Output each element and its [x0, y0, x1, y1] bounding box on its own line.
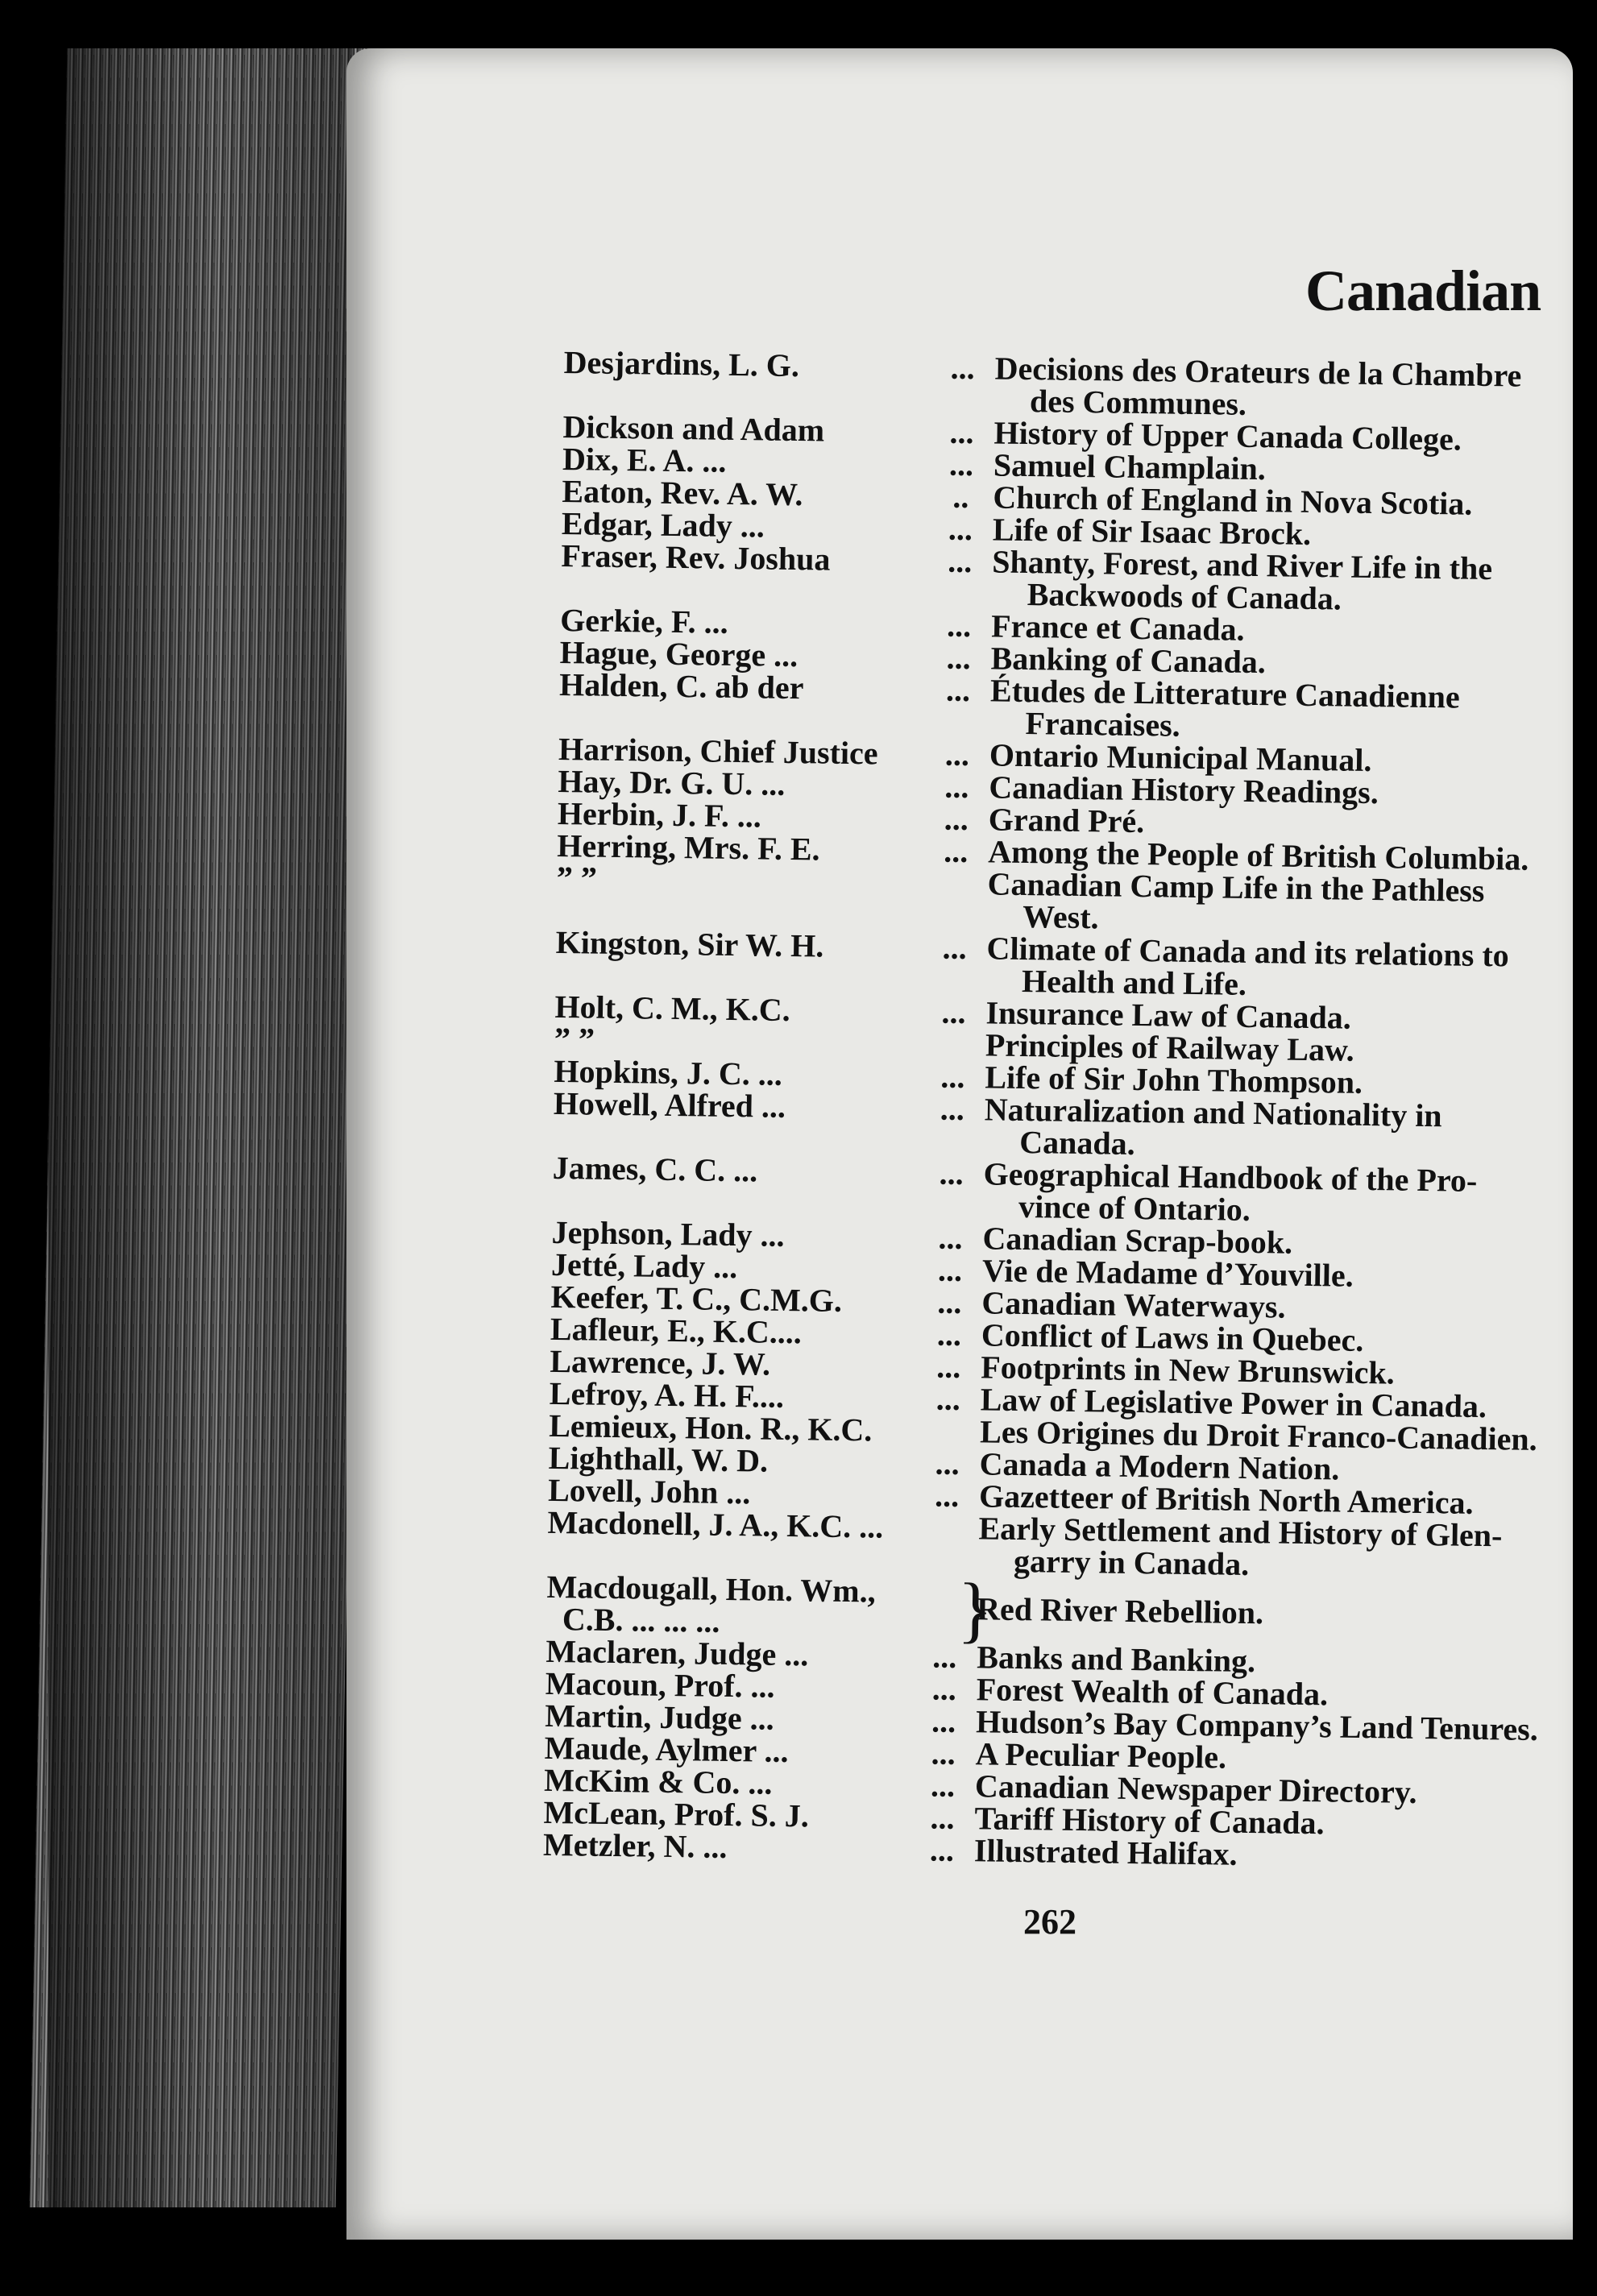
entry-leader-dots: ... [950, 349, 975, 387]
entry-title-line: Canadian Newspaper Directory. [974, 1768, 1417, 1810]
entry-title-line: Early Settlement and History of Glen- [978, 1510, 1503, 1554]
entry-title-line: Grand Pré. [988, 801, 1145, 840]
entry-author: Dix, E. A. ... [562, 440, 727, 479]
entry-author: Lovell, John ... [547, 1471, 751, 1511]
entry-author: Hague, George ... [559, 633, 798, 674]
entry-title [994, 352, 1563, 425]
entry-author: Dickson and Adam [562, 408, 825, 449]
entry-title [974, 1834, 1542, 1875]
entry-author: Howell, Alfred ... [553, 1084, 786, 1125]
entry-leader-dots: ... [936, 1348, 961, 1385]
entry-title-line: Forest Wealth of Canada. [976, 1671, 1329, 1713]
entry-leader-dots: ... [948, 510, 973, 548]
entry-title [983, 1155, 1552, 1230]
entry-leader-dots: ... [937, 1251, 963, 1289]
entry-author: Harrison, Chief Justice [558, 730, 878, 772]
entry-leader-dots: ... [931, 1670, 957, 1707]
book-edge-shadow [48, 48, 355, 2207]
entry-title-line: Life of Sir Isaac Brock. [992, 511, 1312, 552]
entry-author: McKim & Co. ... [543, 1761, 773, 1801]
entry-title-line: Climate of Canada and its relations to [986, 930, 1510, 974]
entry-author: ” ” [554, 1020, 595, 1058]
entry-author: Fraser, Rev. Joshua [561, 537, 831, 578]
entry-author: Desjardins, L. G. [563, 344, 800, 384]
entry-leader-dots: ... [941, 993, 966, 1031]
entry-leader-dots: ... [944, 768, 969, 806]
entry-title-line: Principles of Railway Law. [985, 1026, 1354, 1068]
entry-leader-dots: ... [946, 639, 971, 677]
entry-title-line: Gazetteer of British North America. [978, 1477, 1474, 1521]
curly-brace: } [956, 1567, 994, 1651]
entry-leader-dots: ... [940, 1090, 965, 1128]
entry-author: Lefroy, A. H. F.... [549, 1374, 785, 1415]
entry-leader-dots: ... [945, 671, 971, 709]
entry-title-line: Illustrated Halifax. [973, 1832, 1238, 1872]
entry-title-line: Footprints in New Brunswick. [981, 1349, 1396, 1391]
entry-author: Halden, C. ab der [558, 665, 804, 707]
entry-title-line: Insurance Law of Canada. [985, 994, 1352, 1036]
entry-leader-dots: ... [938, 1219, 963, 1257]
entry-author: Lafleur, E., K.C.... [550, 1310, 803, 1351]
entry-title-line: Banking of Canada. [990, 640, 1267, 681]
entry-leader-dots: ... [935, 1444, 960, 1482]
entry-title-continuation: des Communes. [1029, 383, 1247, 422]
entry-title-line: Decisions des Orateurs de la Chambre [994, 350, 1522, 394]
entry-title-line: History of Upper Canada College. [993, 414, 1462, 458]
bibliography-list [543, 346, 1563, 1875]
entry-title [991, 545, 1560, 618]
entry-leader-dots: ... [940, 1058, 965, 1096]
entry-leader-dots: ... [948, 446, 974, 483]
entry-leader-dots: ... [929, 1831, 955, 1868]
entry-title-continuation: Backwoods of Canada. [1027, 576, 1342, 617]
entry-author: Macdonell, J. A., K.C. ... [547, 1503, 884, 1545]
entry-leader-dots: .. [952, 478, 969, 516]
entry-author: ” ” [556, 859, 598, 897]
entry-title-line: Ontario Municipal Manual. [989, 736, 1372, 779]
entry-title-line: Law of Legislative Power in Canada. [980, 1381, 1487, 1425]
entry-author-line: C.B. ... ... ... [562, 1601, 720, 1639]
entry-author: Eaton, Rev. A. W. [562, 472, 803, 513]
entry-author: Lemieux, Hon. R., K.C. [548, 1407, 873, 1448]
entry-author: Maclaren, Judge ... [545, 1632, 809, 1673]
entry-author: Herring, Mrs. F. E. [557, 827, 820, 868]
entry-leader-dots: ... [944, 736, 970, 773]
entry-title-line: Conflict of Laws in Quebec. [981, 1316, 1364, 1358]
entry-title-line: Vie de Madame d’Youville. [981, 1252, 1354, 1294]
entry-leader-dots: ... [932, 1638, 957, 1675]
entry-title-line: Hudson’s Bay Company’s Land Tenures. [975, 1703, 1539, 1748]
entry-author [546, 1568, 958, 1641]
entry-author: Keefer, T. C., C.M.G. [550, 1278, 843, 1319]
entry-title-line: Les Origines du Droit Franco-Canadien. [979, 1413, 1538, 1457]
entry-author: Herbin, J. F. ... [557, 794, 762, 835]
entry-title [986, 932, 1555, 1005]
entry-author-line: Macdougall, Hon. Wm., [546, 1568, 876, 1610]
entry-author: Edgar, Lady ... [561, 504, 765, 545]
entry-title-continuation: West. [1022, 898, 1099, 936]
entry-title-line: A Peculiar People. [975, 1735, 1227, 1776]
entry-author: Lawrence, J. W. [550, 1342, 771, 1382]
entry-leader-dots: ... [946, 607, 972, 644]
entry-author: Hay, Dr. G. U. ... [558, 762, 786, 802]
entry-title-line: Naturalization and Nationality in [984, 1091, 1442, 1134]
entry-author: Holt, C. M., K.C. [554, 988, 791, 1028]
entry-title-line: Canadian History Readings. [989, 769, 1379, 811]
entry-title [978, 1512, 1547, 1585]
entry-leader-dots: ... [948, 542, 973, 580]
entry-title-line: Tariff History of Canada. [974, 1800, 1325, 1842]
entry-title-continuation: garry in Canada. [1013, 1542, 1250, 1583]
entry-title-line: Life of Sir John Thompson. [985, 1059, 1363, 1100]
entry-leader-dots: ... [942, 929, 967, 967]
entry-author: Gerkie, F. ... [559, 601, 729, 640]
entry-leader-dots: ... [930, 1799, 955, 1836]
entry-title [987, 865, 1556, 940]
entry-leader-dots: ... [931, 1702, 956, 1739]
entry-author: Maude, Aylmer ... [544, 1729, 789, 1770]
page-number: 262 [1023, 1902, 1076, 1942]
entry-title-continuation: Canada. [1018, 1123, 1135, 1162]
entry-title-line: Canadian Waterways. [981, 1284, 1286, 1325]
entry-title-continuation: vince of Ontario. [1018, 1187, 1251, 1228]
entry-leader-dots: ... [935, 1380, 961, 1417]
entry-title-line: Shanty, Forest, and River Life in the [992, 543, 1493, 587]
entry-leader-dots: ... [949, 413, 974, 451]
entry-leader-dots: ... [944, 800, 969, 838]
entry-title-line: Banks and Banking. [977, 1639, 1256, 1680]
entry-title-line: Canada a Modern Nation. [979, 1445, 1340, 1487]
entry-title-line: Among the People of British Columbia. [987, 833, 1529, 877]
entry-title-line: Samuel Champlain. [993, 446, 1267, 487]
entry-title-continuation: Francaises. [1025, 705, 1181, 744]
entry-title [984, 1093, 1553, 1166]
entry-author: James, C. C. ... [552, 1149, 758, 1189]
entry-author: Metzler, N. ... [542, 1826, 728, 1866]
entry-author: Martin, Judge ... [544, 1697, 774, 1737]
entry-author: Lighthall, W. D. [548, 1439, 769, 1479]
entry-leader-dots: ... [934, 1477, 960, 1514]
entry-leader-dots: ... [936, 1316, 962, 1353]
entry-author: McLean, Prof. S. J. [543, 1793, 810, 1834]
entry-author: Macoun, Prof. ... [545, 1664, 775, 1705]
entry-title [989, 674, 1558, 747]
entry-author: Hopkins, J. C. ... [554, 1052, 783, 1092]
entry-title-line: Geographical Handbook of the Pro- [983, 1155, 1478, 1199]
running-header: Canadian [1305, 259, 1541, 323]
entry-title-line: Church of England in Nova Scotia. [993, 479, 1473, 522]
entry-leader-dots: ... [930, 1767, 956, 1804]
entry-leader-dots: ... [937, 1283, 962, 1321]
entry-title-line: Canadian Scrap-book. [982, 1220, 1293, 1261]
entry-author: Jephson, Lady ... [551, 1213, 785, 1254]
entry-title-line: Études de Litterature Canadienne [989, 672, 1460, 715]
entry-author: Kingston, Sir W. H. [555, 923, 824, 964]
entry-title-continuation: Health and Life. [1021, 963, 1247, 1002]
entry-leader-dots: ... [943, 832, 969, 870]
entry-author: Jetté, Lady ... [550, 1245, 738, 1286]
entry-leader-dots: ... [931, 1734, 956, 1772]
entry-leader-dots: ... [939, 1154, 964, 1192]
entry-title: Red River Rebellion. [976, 1590, 1264, 1631]
entry-title-line: Canadian Camp Life in the Pathless [987, 865, 1485, 910]
entry-title-line: France et Canada. [990, 607, 1245, 648]
